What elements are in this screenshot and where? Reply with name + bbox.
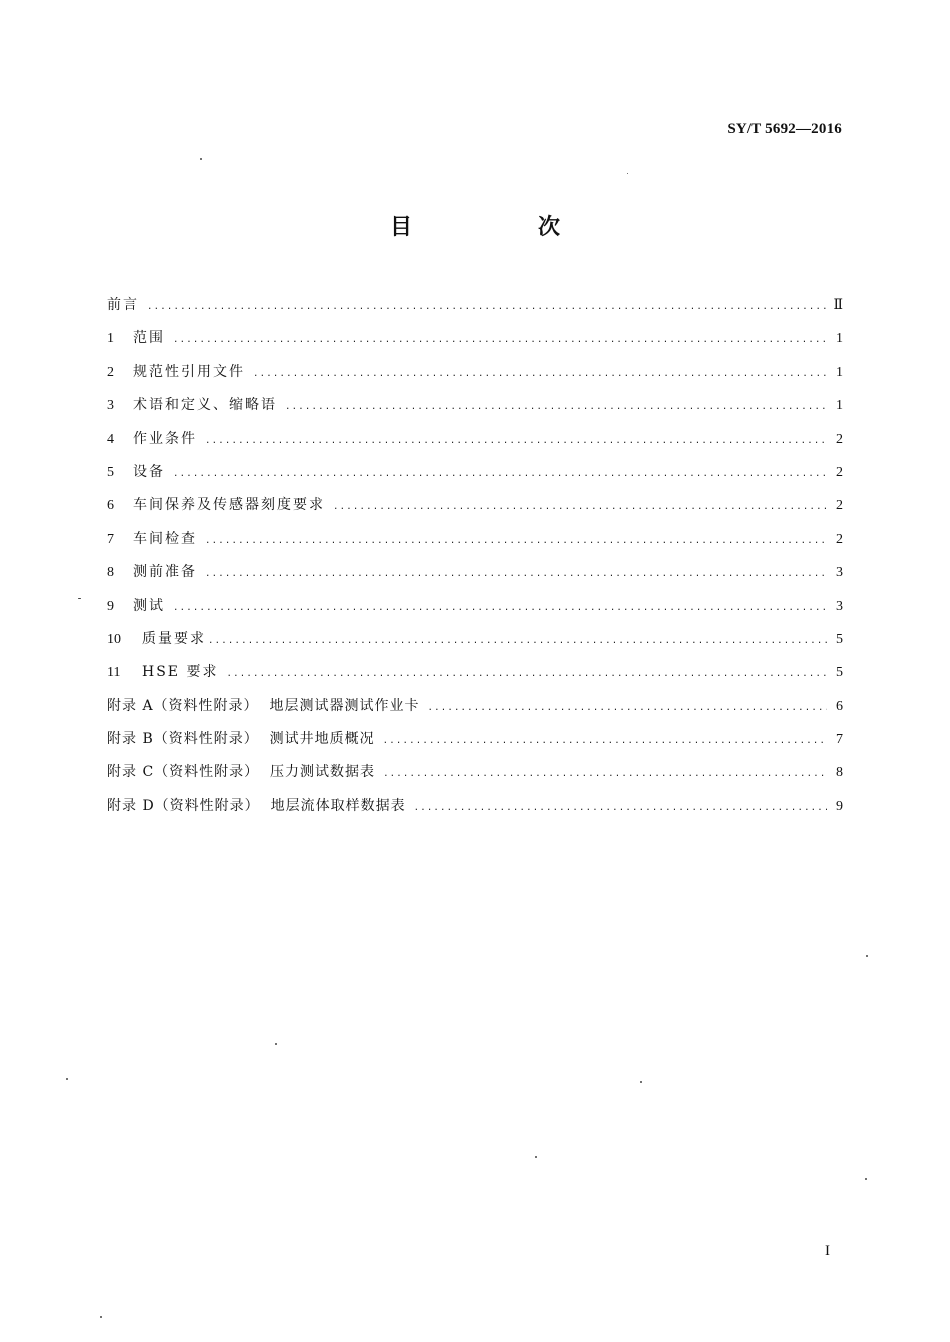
toc-entry-number: 2 — [107, 364, 114, 380]
dot-leader — [208, 625, 827, 658]
dot-leader — [205, 425, 827, 458]
dot-leader — [226, 658, 827, 691]
toc-entry-page: 9 — [836, 798, 843, 814]
toc-entry-appendix-d[interactable] — [107, 790, 843, 823]
toc-entry-page: 1 — [836, 398, 843, 414]
toc-entry-quality-requirements[interactable] — [107, 623, 843, 656]
standard-code: SY/T 5692—2016 — [727, 121, 842, 137]
toc-entry-equipment[interactable] — [107, 456, 843, 489]
toc-entry-page: 2 — [836, 498, 843, 514]
dot-leader — [427, 692, 827, 725]
dot-leader — [383, 758, 827, 791]
toc-entry-label: 测前准备 — [133, 564, 197, 581]
toc-entry-label: 质量要求 — [142, 630, 206, 647]
toc-entry-number: 9 — [107, 598, 114, 614]
toc-entry-label: 附录 C（资料性附录） 压力测试数据表 — [107, 764, 376, 781]
dot-leader — [173, 592, 827, 625]
toc-entry-page: 7 — [836, 732, 843, 748]
toc-entry-normative-references[interactable] — [107, 356, 843, 389]
page-number: I — [825, 1243, 830, 1259]
toc-entry-page: 2 — [836, 531, 843, 547]
toc-entry-label: 附录 B（资料性附录） 测试井地质概况 — [107, 731, 375, 748]
dot-leader — [383, 725, 827, 758]
scan-speck — [866, 955, 868, 957]
toc-entry-hse-requirements[interactable] — [107, 656, 843, 689]
toc-entry-label: 规范性引用文件 — [133, 363, 245, 380]
toc-entry-label: HSE 要求 — [142, 664, 219, 681]
toc-entry-page: 8 — [836, 765, 843, 781]
dot-leader — [173, 458, 827, 491]
toc-entry-number: 6 — [107, 498, 114, 514]
scan-speck — [535, 1156, 537, 1158]
toc-entry-page: Ⅱ — [833, 298, 843, 313]
toc-entry-appendix-c[interactable] — [107, 756, 843, 789]
toc-entry-page: 3 — [836, 565, 843, 581]
toc-entry-page: 6 — [836, 698, 843, 714]
dot-leader — [205, 558, 827, 591]
toc-entry-number: 8 — [107, 565, 114, 581]
table-of-contents — [107, 289, 843, 823]
toc-entry-label: 附录 A（资料性附录） 地层测试器测试作业卡 — [107, 697, 420, 714]
toc-entry-label: 设备 — [133, 463, 165, 480]
scan-speck — [275, 1043, 277, 1045]
toc-entry-label: 前言 — [107, 297, 139, 313]
toc-entry-scope[interactable] — [107, 322, 843, 355]
page-title: 目 次 — [389, 215, 612, 240]
dot-leader — [147, 291, 827, 324]
toc-entry-pre-test-preparation[interactable] — [107, 556, 843, 589]
scan-speck — [640, 1081, 642, 1083]
toc-entry-page: 1 — [836, 364, 843, 380]
toc-entry-label: 车间保养及传感器刻度要求 — [133, 497, 325, 514]
toc-entry-workshop-maintenance[interactable] — [107, 489, 843, 522]
toc-entry-testing[interactable] — [107, 590, 843, 623]
toc-entry-appendix-b[interactable] — [107, 723, 843, 756]
scan-speck — [66, 1078, 68, 1080]
toc-entry-label: 作业条件 — [133, 430, 197, 447]
dot-leader — [253, 358, 827, 391]
scan-speck — [78, 598, 81, 599]
toc-entry-appendix-a[interactable] — [107, 690, 843, 723]
toc-entry-page: 3 — [836, 598, 843, 614]
toc-entry-label: 测试 — [133, 597, 165, 614]
toc-entry-number: 11 — [107, 665, 121, 681]
toc-entry-page: 5 — [836, 665, 843, 681]
toc-entry-workshop-inspection[interactable] — [107, 523, 843, 556]
scan-speck — [100, 1316, 102, 1318]
toc-entry-number: 5 — [107, 464, 114, 480]
toc-entry-number: 10 — [107, 631, 121, 647]
toc-entry-label: 术语和定义、缩略语 — [133, 397, 277, 414]
scan-speck — [200, 158, 202, 160]
toc-entry-label: 范围 — [133, 330, 165, 347]
toc-entry-page: 5 — [836, 631, 843, 647]
toc-entry-label: 车间检查 — [133, 530, 197, 547]
toc-entry-terms[interactable] — [107, 389, 843, 422]
toc-entry-page: 2 — [836, 464, 843, 480]
toc-entry-operating-conditions[interactable] — [107, 423, 843, 456]
scan-speck — [865, 1178, 867, 1180]
dot-leader — [285, 391, 827, 424]
toc-entry-number: 3 — [107, 398, 114, 414]
scan-speck — [627, 173, 628, 174]
dot-leader — [205, 525, 827, 558]
toc-entry-page: 1 — [836, 331, 843, 347]
toc-entry-number: 1 — [107, 331, 114, 347]
toc-entry-number: 4 — [107, 431, 114, 447]
toc-entry-label: 附录 D（资料性附录） 地层流体取样数据表 — [107, 797, 406, 814]
dot-leader — [333, 491, 827, 524]
toc-entry-number: 7 — [107, 531, 114, 547]
dot-leader — [414, 792, 827, 825]
toc-entry-foreword[interactable] — [107, 289, 843, 322]
toc-entry-page: 2 — [836, 431, 843, 447]
dot-leader — [173, 324, 827, 357]
